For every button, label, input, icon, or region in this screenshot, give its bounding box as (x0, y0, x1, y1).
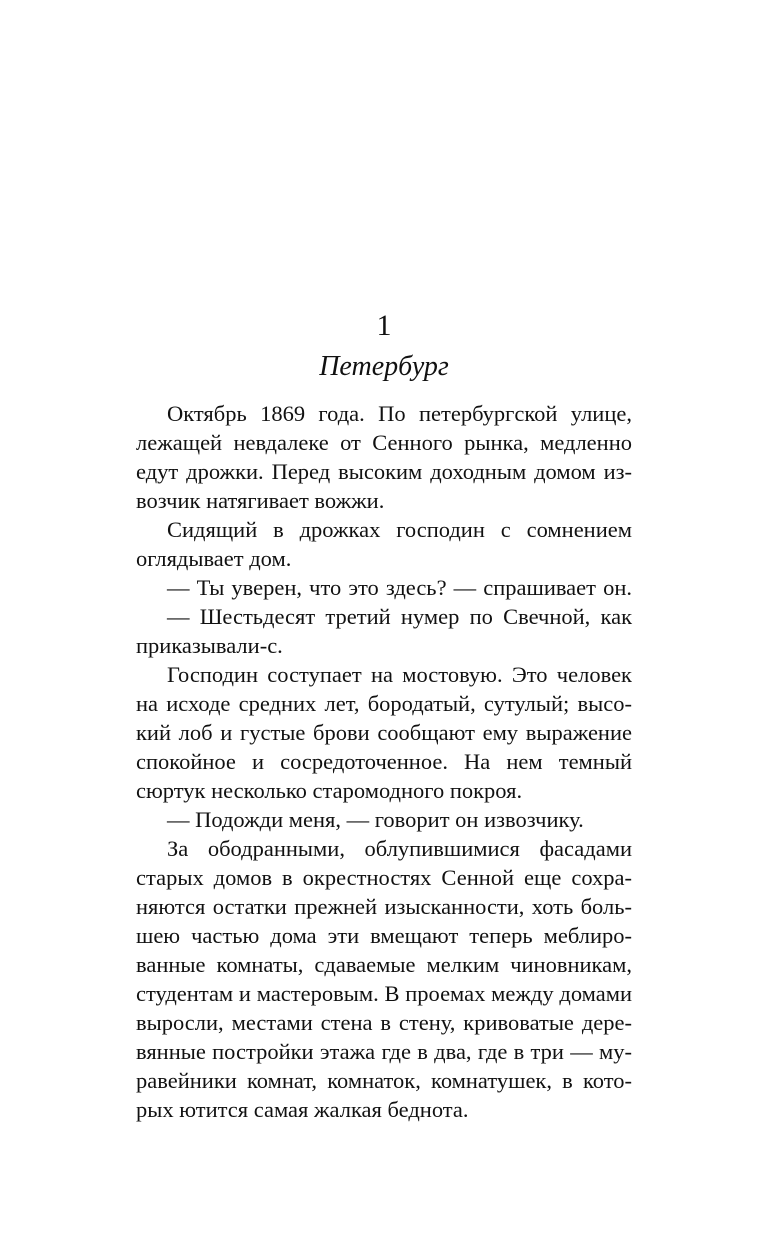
text-line: лежащей невдалеке от Сенного рынка, медленно (136, 430, 632, 455)
text-line: на исходе средних лет, бородатый, сутулый; высо- (136, 691, 632, 716)
text-line: Господин соступает на мостовую. Это человек (167, 662, 632, 687)
text-line: шею частью дома эти вмещают теперь меблиро- (136, 923, 632, 948)
text-line: рых ютится самая жалкая беднота. (136, 1097, 469, 1122)
text-line: едут дрожки. Перед высоким доходным домом из- (136, 459, 632, 484)
text-line: равейники комнат, комнаток, комнатушек, в кото- (136, 1068, 632, 1093)
text-line: выросли, местами стена в стену, кривоватые дере- (136, 1010, 632, 1035)
chapter-title: Петербург (319, 351, 449, 382)
text-line: Октябрь 1869 года. По петербургской улице, (167, 401, 632, 426)
text-line: няются остатки прежней изысканности, хоть боль- (136, 894, 632, 919)
text-line: старых домов в окрестностях Сенной еще сохра- (136, 865, 632, 890)
text-line: возчик натягивает вожжи. (136, 488, 385, 513)
text-line: сюртук несколько старомодного покроя. (136, 778, 523, 803)
text-line: кий лоб и густые брови сообщают ему выражение (136, 720, 632, 745)
text-line: вянные постройки этажа где в два, где в три — му- (136, 1039, 632, 1064)
text-line: — Ты уверен, что это здесь? — спрашивает он. (167, 575, 632, 600)
text-line: — Шестьдесят третий нумер по Свечной, как (167, 604, 632, 629)
text-line: ванные комнаты, сдаваемые мелким чиновникам, (136, 952, 632, 977)
text-line: оглядывает дом. (136, 546, 292, 571)
chapter-number: 1 (376, 309, 392, 342)
text-line: За ободранными, облупившимися фасадами (167, 836, 632, 861)
text-line: приказывали-с. (136, 633, 283, 658)
text-line: — Подожди меня, — говорит он извозчику. (167, 807, 584, 832)
text-line: спокойное и сосредоточенное. На нем темный (136, 749, 632, 774)
text-line: студентам и мастеровым. В проемах между домами (136, 981, 632, 1006)
text-line: Сидящий в дрожках господин с сомнением (167, 517, 632, 542)
